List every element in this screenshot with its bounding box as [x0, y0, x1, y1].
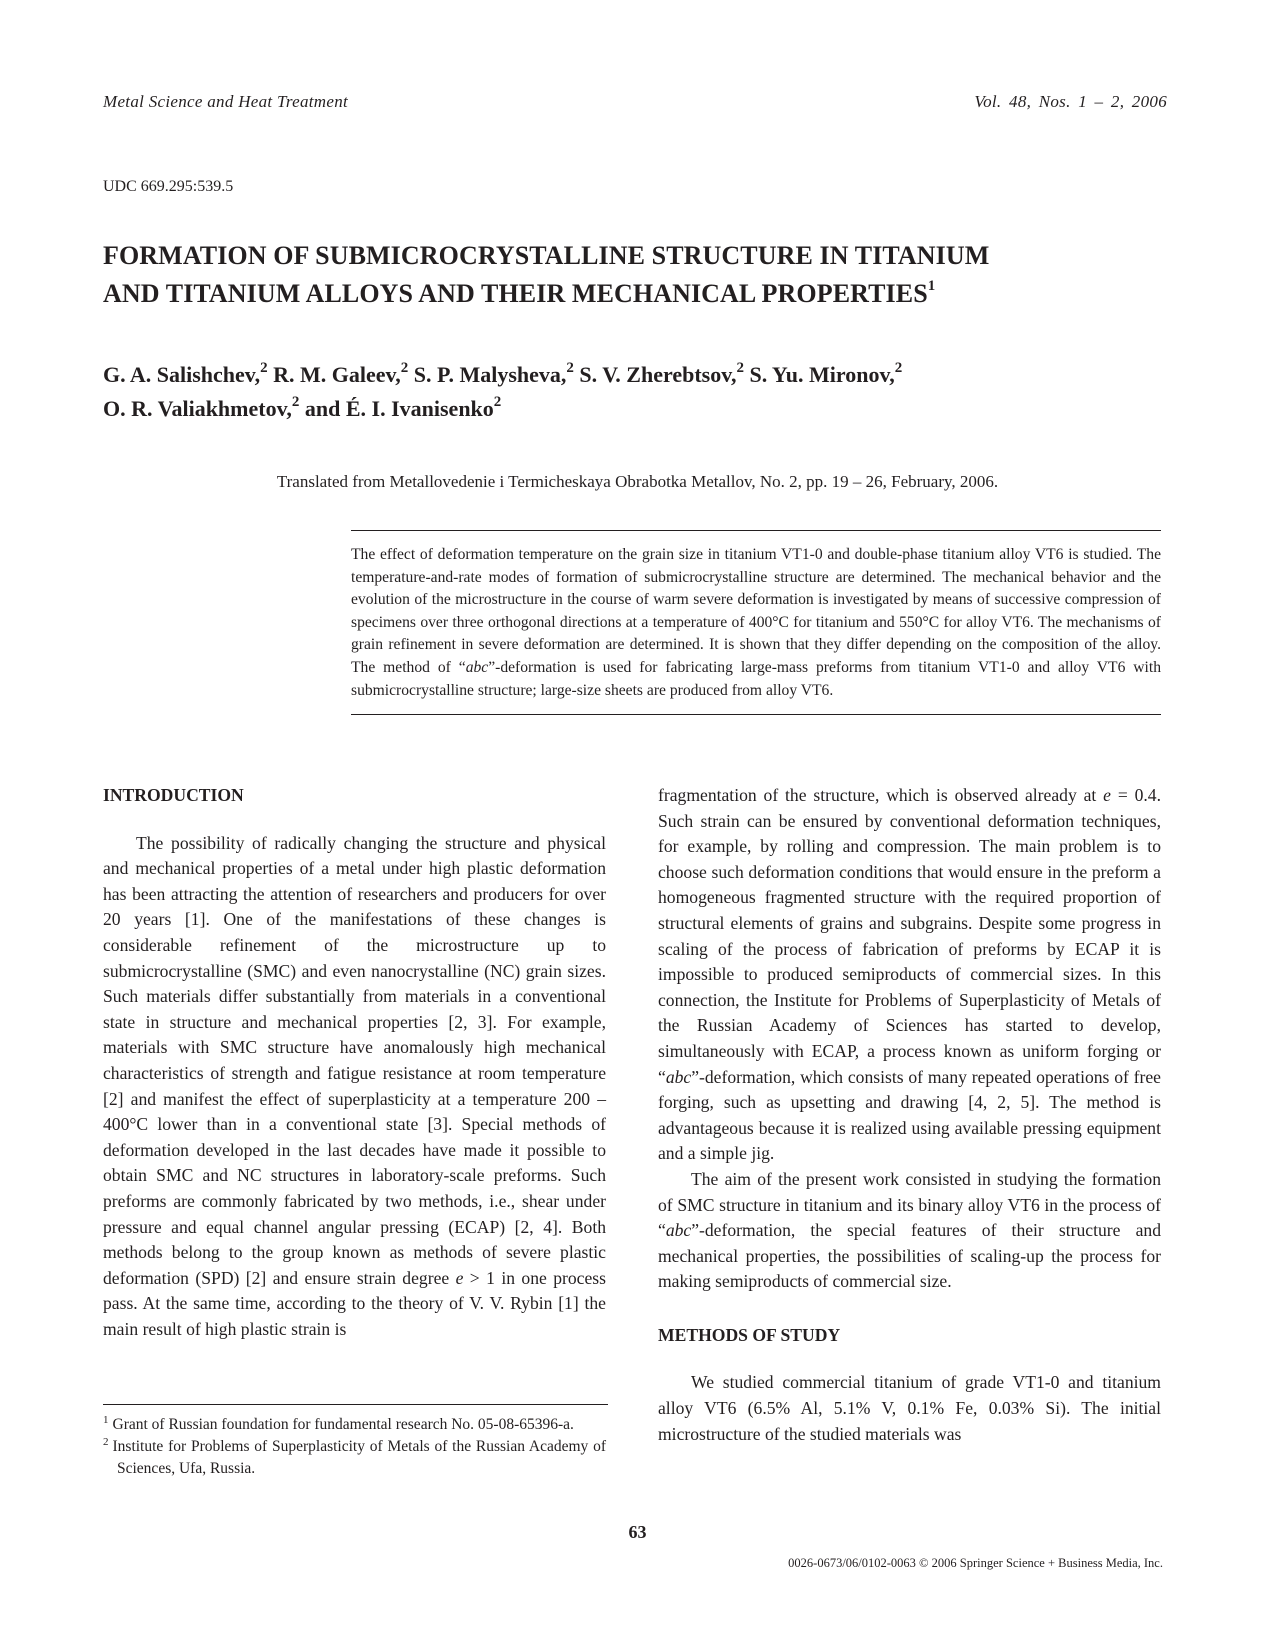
- footnote: $^2$ Institute for Problems of Superplasticity of Metals of the Russian Academy of Sciences, Ufa, Russia.: [103, 1435, 606, 1477]
- authors-line-2: [103, 392, 1183, 426]
- abstract: The effect of deformation temperature on the grain size in titanium VT1-0 and double-phase titanium alloy VT6 is studied. The temperature-and-rate modes of formation of submicrocrystalline structure are determined. The mechanical behavior and the evolution of the microstructure in the course of warm severe deformation is investigated by means of successive compression of specimens over three orthogonal directions at a temperature of 400°C for titanium and 550°C for alloy VT6. The mechanisms of grain refinement in severe deformation are determined. It is shown that they differ depending on the composition of the alloy. The method of “abc”-deformation is used for fabricating large-mass preforms from titanium VT1-0 and alloy VT6 with submicrocrystalline structure; large-size sheets are produced from alloy VT6.: [351, 530, 1161, 715]
- author: and É. I. Ivanisenko: [304, 396, 494, 421]
- author-list: [103, 358, 1183, 426]
- footnote-divider: [103, 1404, 608, 1405]
- translation-note: Translated from Metallovedenie i Termicheskaya Obrabotka Metallov, No. 2, pp. 19 – 26, February, 2006.: [276, 472, 999, 491]
- right-column: [658, 783, 1161, 1447]
- affiliation-mark: 2: [493, 393, 502, 410]
- left-column: [103, 783, 606, 1342]
- footnotes: [103, 1414, 606, 1480]
- affiliation-mark: 2: [260, 359, 268, 376]
- paper-title: [103, 237, 1183, 313]
- affiliation-mark: 2: [566, 359, 574, 376]
- paragraph: We studied commercial titanium of grade VT1-0 and titanium alloy VT6 (6.5% Al, 5.1% V, 0.1% Fe, 0.03% Si). The initial microstructure of the studied materials was: [658, 1372, 1161, 1444]
- title-line-1: FORMATION OF SUBMICROCRYSTALLINE STRUCTURE IN TITANIUM: [103, 241, 990, 270]
- journal-name: Metal Science and Heat Treatment: [103, 92, 349, 111]
- authors-line-1: [103, 358, 1183, 392]
- author: S. V. Zherebtsov,: [579, 362, 737, 387]
- affiliation-mark: 2: [894, 359, 903, 376]
- section-heading-introduction: INTRODUCTION: [103, 785, 244, 805]
- section-heading-methods: METHODS OF STUDY: [658, 1324, 841, 1345]
- udc-code: UDC 669.295:539.5: [103, 178, 234, 195]
- copyright-line: 0026-0673/06/0102-0063 © 2006 Springer Science + Business Media, Inc.: [788, 1556, 1163, 1570]
- footnote: $^1$ Grant of Russian foundation for fundamental research No. 05-08-65396-a.: [103, 1413, 574, 1433]
- title-footnote-mark: 1: [927, 278, 936, 295]
- page-number: 63: [628, 1522, 647, 1542]
- author: R. M. Galeev,: [273, 362, 401, 387]
- author: G. A. Salishchev,: [103, 362, 261, 387]
- title-line-2: AND TITANIUM ALLOYS AND THEIR MECHANICAL PROPERTIES$^1$: [103, 278, 936, 308]
- affiliation-mark: 2: [291, 393, 300, 410]
- paragraph: The aim of the present work consisted in studying the formation of SMC structure in titanium and its binary alloy VT6 in the process of “abc”-deformation, the special features of their structure and mechanical properties, the possibilities of scaling-up the process for making semiproducts of commercial size.: [658, 1168, 1161, 1292]
- paragraph: The possibility of radically changing the structure and physical and mechanical properties of a metal under high plastic deformation has been attracting the attention of researchers and producers for over 20 years [1]. One of the manifestations of these changes is considerable refinement of the microstructure up to submicrocrystalline (SMC) and even nanocrystalline (NC) grain sizes. Such materials differ substantially from materials in a conventional state in structure and mechanical properties [2, 3]. For example, materials with SMC structure have anomalously high mechanical characteristics of strength and fatigue resistance at room temperature [2] and manifest the effect of superplasticity at a temperature 200 – 400°C lower than in a conventional state [3]. Special methods of deformation developed in the last decades have made it possible to obtain SMC and NC structures in laboratory-scale preforms. Such preforms are commonly fabricated by two methods, i.e., shear under pressure and equal channel angular pressing (ECAP) [2, 4]. Both methods belong to the group known as methods of severe plastic deformation (SPD) [2] and ensure strain degree e > 1 in one process pass. At the same time, according to the theory of V. V. Rybin [1] the main result of high plastic strain is: [103, 832, 606, 1339]
- volume-info: Vol. 48, Nos. 1 – 2, 2006: [974, 92, 1167, 111]
- affiliation-mark: 2: [736, 359, 744, 376]
- paragraph: fragmentation of the structure, which is observed already at e = 0.4. Such strain can be ensured by conventional deformation techniques, for example, by rolling and compression. The main problem is to choose such deformation conditions that would ensure in the preform a homogeneous fragmented structure with the required proportion of structural elements of grains and subgrains. Despite some progress in scaling of the process of fabrication of preforms by ECAP it is impossible to produced semiproducts of commercial sizes. In this connection, the Institute for Problems of Superplasticity of Metals of the Russian Academy of Sciences has started to develop, simultaneously with ECAP, a process known as uniform forging or “abc”-deformation, which consists of many repeated operations of free forging, such as upsetting and drawing [4, 2, 5]. The method is advantageous because it is realized using available pressing equipment and a simple jig.: [658, 785, 1161, 1164]
- author: S. Yu. Mironov,: [749, 362, 895, 387]
- author: S. P. Malysheva,: [413, 362, 567, 387]
- author: O. R. Valiakhmetov,: [103, 396, 292, 421]
- affiliation-mark: 2: [400, 359, 409, 376]
